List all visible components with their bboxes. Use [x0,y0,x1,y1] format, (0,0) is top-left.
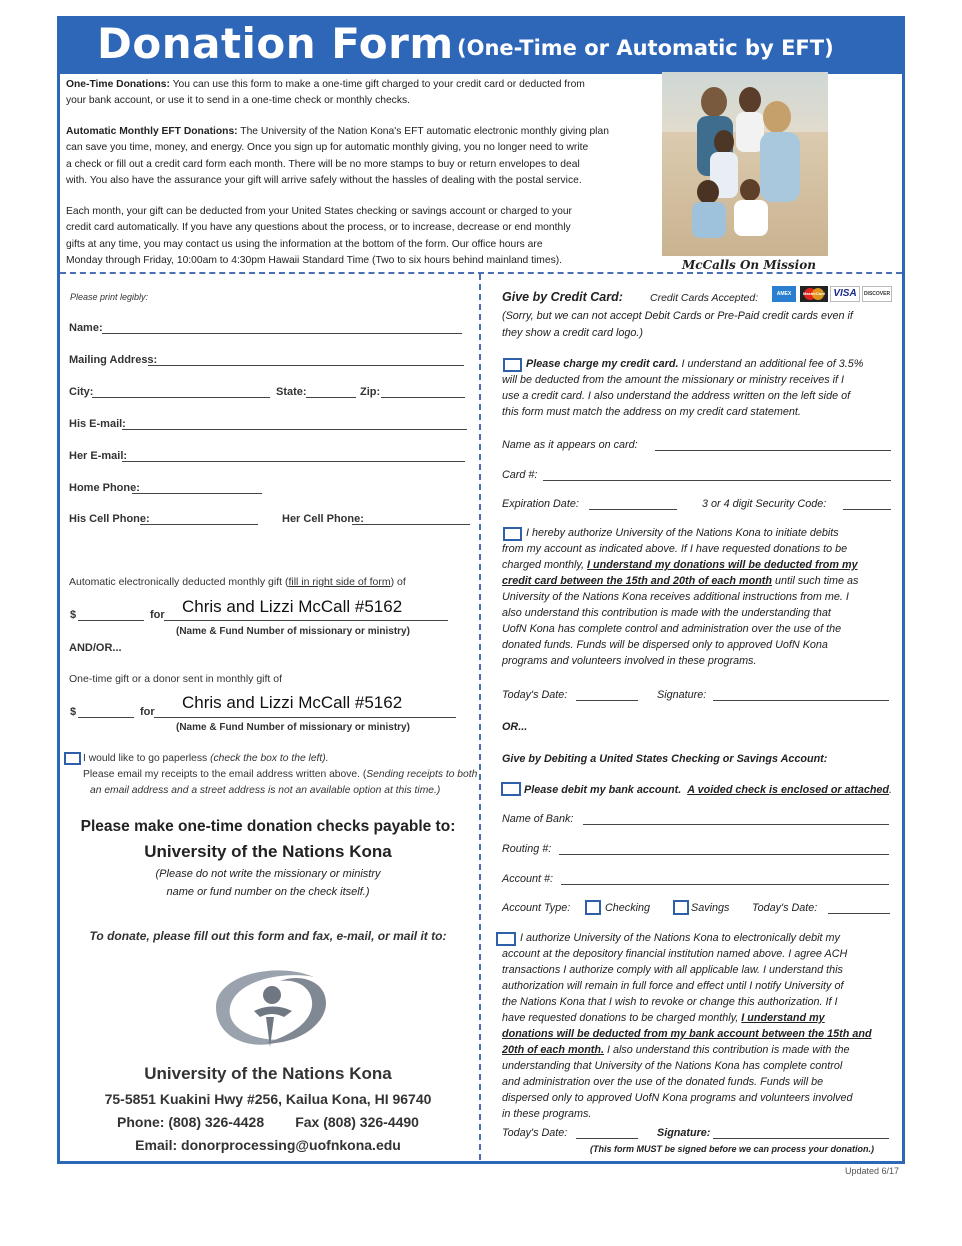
vertical-divider [479,274,481,1160]
state-field[interactable] [306,397,356,398]
authorize-line-3: charged monthly, I understand my donations will be deducted from my [502,559,858,571]
security-code-label: 3 or 4 digit Security Code: [702,498,827,510]
savings-label: Savings [691,902,730,914]
for-label-1: for [150,609,165,621]
zip-field[interactable] [381,397,465,398]
authorize-line-8: donated funds. Funds will be dispersed only to approved UofN Kona [502,639,828,651]
account-label: Account #: [502,873,554,885]
routing-label: Routing #: [502,843,552,855]
ach-line-1: I authorize University of the Nations Kona to electronically debit my [520,932,840,944]
his-cell-field[interactable] [140,524,258,525]
bank-name-field[interactable] [583,824,889,825]
one-time-amount-field[interactable] [78,717,134,718]
her-cell-field[interactable] [352,524,470,525]
debit-bank-checkbox[interactable] [501,782,521,796]
paperless-text: I would like to go paperless (check the box to the left). [83,753,329,764]
org-name-footer: University of the Nations Kona [144,1064,392,1083]
todays-date-label-1: Today's Date: [502,689,568,701]
home-phone-label: Home Phone: [69,482,140,494]
checks-note-2: name or fund number on the check itself.) [166,886,370,898]
dollar-sign-2: $ [70,706,77,718]
mastercard-logo [800,286,828,302]
intro-one-time: One-Time Donations: You can use this form to make a one-time gift charged to your credit card or deducted from your bank account, or use it to send in a one-time check or monthly checks. [66,79,585,107]
updated-note: Updated 6/17 [845,1166,900,1176]
name-on-card-field[interactable] [655,450,891,451]
auto-gift-text: Automatic electronically deducted monthly gift (fill in right side of form) of [69,576,406,588]
todays-date-label-2: Today's Date: [752,902,818,914]
paperless-line-2: Please email my receipts to the email address written above. (Sending receipts to both [83,769,478,780]
mail-instructions: To donate, please fill out this form and fax, e-mail, or mail it to: [89,929,447,943]
authorize-line-2: from my account as indicated above. If I have requested donations to be [502,543,848,555]
ach-line-11: dispersed only to approved UofN Kona programs and volunteers involved [502,1092,853,1104]
one-time-recipient-field[interactable] [154,717,456,718]
her-cell-label: Her Cell Phone: [282,513,364,525]
charge-card-line-1: Please charge my credit card. I understand an additional fee of 3.5% [526,358,864,370]
account-type-label: Account Type: [502,902,571,914]
bank-title: Give by Debiting a United States Checking or Savings Account: [502,753,828,765]
expiration-field[interactable] [589,509,677,510]
signature-field-1[interactable] [713,700,889,701]
org-name: University of the Nations Kona [144,842,392,861]
photo-caption: McCalls On Mission [682,258,816,272]
account-field[interactable] [561,884,889,885]
for-label-2: for [140,706,155,718]
authorize-line-1: I hereby authorize University of the Nations Kona to initiate debits [526,527,839,539]
form-title: Donation Form [97,19,454,68]
cards-accepted-label: Credit Cards Accepted: [650,292,759,304]
name-fund-note-1: (Name & Fund Number of missionary or ministry) [176,626,410,637]
her-email-field[interactable] [122,461,465,462]
todays-date-field-3[interactable] [576,1138,638,1139]
authorize-debits-checkbox[interactable] [503,527,522,541]
name-label: Name: [69,322,103,334]
checks-payable-heading: Please make one-time donation checks payable to: [80,818,456,835]
name-on-card-label: Name as it appears on card: [502,439,638,451]
charge-card-line-3: use a credit card. I also understand the address written on the left side of [502,390,851,402]
card-number-field[interactable] [543,480,891,481]
monthly-recipient-field[interactable] [164,620,448,621]
name-fund-note-2: (Name & Fund Number of missionary or ministry) [176,722,410,733]
ach-line-3: transactions I authorize comply with all applicable law. I understand this [502,964,843,976]
zip-label: Zip: [360,386,381,398]
his-cell-label: His Cell Phone: [69,513,150,525]
ach-line-7: donations will be deducted from my bank account between the 15th and [502,1028,872,1040]
authorize-line-4: credit card between the 15th and 20th of each month until such time as [502,575,859,587]
signature-label-1: Signature: [657,689,707,701]
credit-card-title: Give by Credit Card: [502,290,623,304]
authorize-line-7: UofN Kona has complete control and administration over the use of the [502,623,842,635]
discover-logo: DISCOVER [862,286,892,302]
intro-automatic: Automatic Monthly EFT Donations: The University of the Nation Kona's EFT automatic electronic monthly giving plan can save you time, money, and energy. Once you sign up for automatic monthly giving, you no longer need to write a check or fill out a credit card form each month. There will be no more stamps to buy or return envelopes to deal with. You also have the assurance your gift will arrive safely without the hassles of dealing with the postal service. [66,126,609,187]
home-phone-field[interactable] [132,493,262,494]
checks-note-1: (Please do not write the missionary or ministry [155,868,381,880]
paperless-line-3: an email address and a street address is not an available option at this time.) [90,785,441,796]
card-number-label: Card #: [502,469,538,481]
ach-line-12: in these programs. [502,1108,592,1120]
debit-bank-line: Please debit my bank account. A voided check is enclosed or attached. [524,784,893,796]
org-address: 75-5851 Kuakini Hwy #256, Kailua Kona, HI 96740 [104,1091,432,1107]
routing-field[interactable] [559,854,889,855]
charge-card-checkbox[interactable] [503,358,522,372]
his-email-label: His E-mail: [69,418,126,430]
sorry-line-1: (Sorry, but we can not accept Debit Cards or Pre-Paid credit cards even if [502,310,853,322]
print-legibly-note: Please print legibly: [70,292,149,302]
or-label: OR... [502,721,528,733]
todays-date-field-2[interactable] [828,913,890,914]
must-sign-note: (This form MUST be signed before we can process your donation.) [590,1144,875,1154]
mailing-address-field[interactable] [148,365,464,366]
visa-logo: VISA [830,286,860,302]
todays-date-label-3: Today's Date: [502,1127,568,1139]
header-banner [57,16,905,74]
ach-line-8: 20th of each month. I also understand this contribution is made with the [502,1044,850,1056]
checking-checkbox[interactable] [585,900,601,915]
ach-line-5: the Nations Kona that I wish to revoke or change this authorization. If I [502,996,838,1008]
state-label: State: [276,386,307,398]
charge-card-line-2: will be deducted from the amount the missionary or ministry receives if I [502,374,845,386]
savings-checkbox[interactable] [673,900,689,915]
horizontal-divider [60,272,902,274]
one-time-recipient-value: Chris and Lizzi McCall #5162 [182,693,403,712]
authorize-line-6: also understand this contribution is made with the understanding that [502,607,831,619]
checking-label: Checking [605,902,651,914]
todays-date-field-1[interactable] [576,700,638,701]
ach-line-4: authorization will remain in full force and effect until I notify University of [502,980,844,992]
expiration-label: Expiration Date: [502,498,579,510]
form-subtitle: (One-Time or Automatic by EFT) [457,36,834,60]
charge-card-line-4: this form must match the address on my credit card statement. [502,406,801,418]
ach-line-10: and administration over the use of the donated funds. Funds will be [502,1076,824,1088]
intro-monthly: Each month, your gift can be deducted from your United States checking or savings account or charged to your credit card automatically. If you have any questions about the process, or to increase, decrease or end monthly gifts at any time, you may contact us using the information at the bottom of the form. Our office hours are Monday through Friday, 10:00am to 4:30pm Hawaii Standard Time (Two to six hours behind mainland times). [66,206,572,267]
ach-line-9: understanding that University of the Nations Kona has complete control [502,1060,843,1072]
dollar-sign-1: $ [70,609,77,621]
ach-line-2: account at the depository financial institution named above. I agree ACH [502,948,848,960]
his-email-field[interactable] [122,429,467,430]
city-label: City: [69,386,94,398]
signature-field-2[interactable] [713,1138,889,1139]
family-photo [662,72,828,256]
paperless-checkbox[interactable] [64,752,81,765]
name-field[interactable] [102,333,462,334]
one-time-gift-text: One-time gift or a donor sent in monthly gift of [69,673,283,685]
and-or-label: AND/OR... [69,642,122,654]
bank-name-label: Name of Bank: [502,813,574,825]
sorry-line-2: they show a credit card logo.) [502,327,644,339]
mailing-label: Mailing Address: [69,354,158,366]
org-phone-fax: Phone: (808) 326-4428 Fax (808) 326-4490 [117,1114,419,1130]
city-field[interactable] [92,397,270,398]
ach-authorize-checkbox[interactable] [496,932,516,946]
authorize-line-5: University of the Nations Kona receives additional instructions from me. I [502,591,849,603]
signature-label-2: Signature: [657,1127,711,1139]
ach-line-6: have requested donations to be charged monthly, I understand my [502,1012,825,1024]
amex-logo: AMEX [772,286,796,302]
her-email-label: Her E-mail: [69,450,128,462]
org-email: Email: donorprocessing@uofnkona.edu [135,1137,401,1153]
security-code-field[interactable] [843,509,891,510]
monthly-recipient-value: Chris and Lizzi McCall #5162 [182,597,403,616]
authorize-line-9: programs and volunteers involved in these programs. [502,655,757,667]
monthly-amount-field[interactable] [78,620,144,621]
uofn-logo [196,955,346,1055]
mastercard-text: MasterCard [802,291,825,296]
